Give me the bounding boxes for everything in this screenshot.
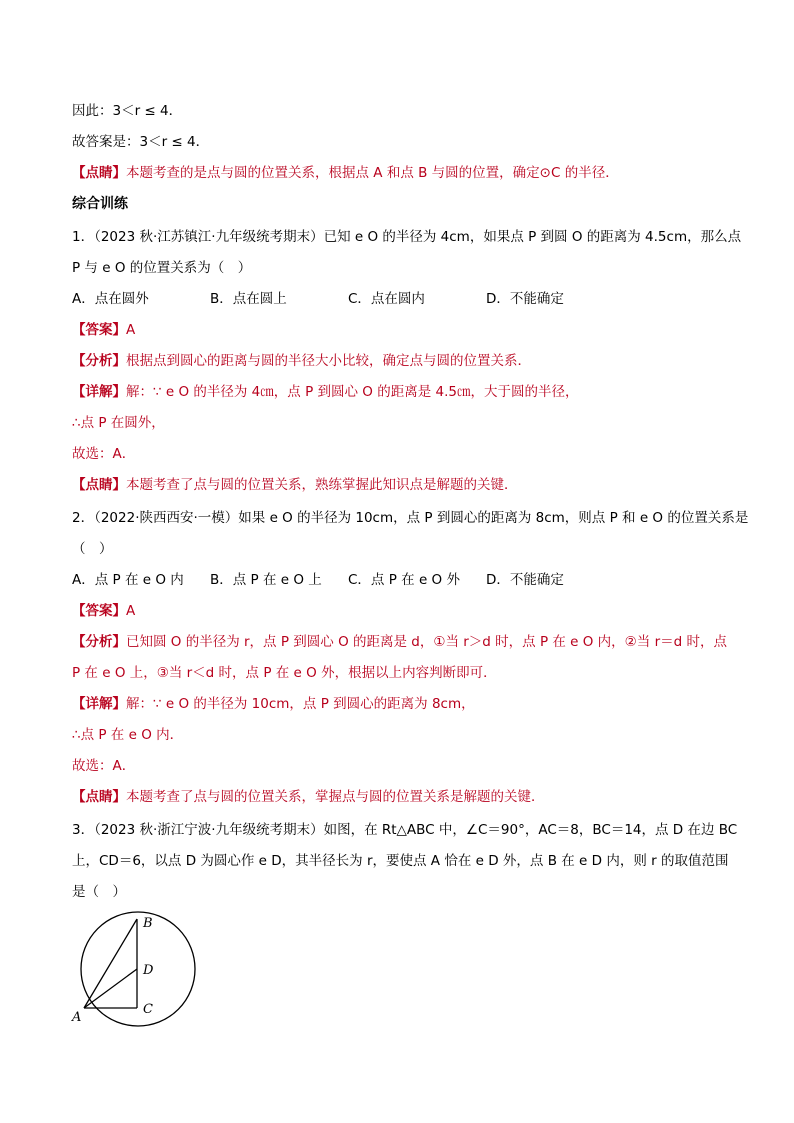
q2-stem-line1: 2．（2022·陕西西安·一模）如果 e O 的半径为 10cm，点 P 到圆心的距离为 8cm，则点 P 和 e O 的位置关系是	[72, 510, 749, 526]
q2-detail	[72, 694, 475, 714]
q3-stem-line2: 上，CD＝6，以点 D 为圆心作 e D，其半径长为 r，要使点 A 恰在 e D 外，点 B 在 e D 内，则 r 的取值范围	[72, 853, 729, 869]
q3-stem-line1: 3．（2023 秋·浙江宁波·九年级统考期末）如图，在 Rt△ABC 中，∠C＝90°，AC＝8，BC＝14，点 D 在边 BC	[72, 822, 738, 838]
q2-summary-text: 本题考查了点与圆的位置关系，掌握点与圆的位置关系是解题的关键．	[126, 789, 545, 805]
q2-analysis-tag: 【分析】	[72, 634, 126, 650]
summary-tag: 【点睛】	[72, 165, 126, 181]
q2-analysis-text: 已知圆 O 的半径为 r，点 P 到圆心 O 的距离是 d，①当 r＞d 时，点 P 在 e O 内，②当 r＝d 时，点	[126, 634, 727, 650]
q1-detail	[72, 382, 578, 402]
q2-detail-tag: 【详解】	[72, 696, 126, 712]
q1-analysis	[72, 351, 531, 371]
q2-choose: 故选：A．	[72, 758, 136, 774]
q3-stem-line3: 是（ ）	[72, 884, 126, 900]
conclusion-line: 因此：3＜r ≤ 4．	[72, 103, 183, 119]
q2-summary-tag: 【点睛】	[72, 789, 126, 805]
q1-option-c: C．点在圆内	[348, 291, 425, 307]
circle-d	[81, 912, 195, 1026]
q3-figure	[60, 905, 200, 1035]
q1-answer	[72, 320, 135, 340]
q1-option-b: B．点在圆上	[210, 291, 287, 307]
label-a: A	[72, 1010, 82, 1025]
q1-summary	[72, 475, 518, 495]
q2-analysis	[72, 632, 727, 652]
q2-option-c: C．点 P 在 e O 外	[348, 572, 460, 588]
section-title: 综合训练	[72, 196, 128, 212]
q1-detail-2: ∴点 P 在圆外，	[72, 415, 165, 431]
summary-text: 本题考查的是点与圆的位置关系，根据点 A 和点 B 与圆的位置，确定⊙C 的半径．	[126, 165, 619, 181]
segment-ab	[84, 919, 137, 1008]
q1-stem-line1: 1．（2023 秋·江苏镇江·九年级统考期末）已知 e O 的半径为 4cm，如果点 P 到圆 O 的距离为 4.5cm，那么点	[72, 229, 742, 245]
q1-analysis-tag: 【分析】	[72, 353, 126, 369]
q1-answer-value: A	[126, 322, 136, 338]
q2-option-d: D．不能确定	[486, 572, 564, 588]
q2-analysis-2: P 在 e O 上，③当 r＜d 时，点 P 在 e O 外，根据以上内容判断即可．	[72, 665, 497, 681]
q1-summary-text: 本题考查了点与圆的位置关系，熟练掌握此知识点是解题的关键．	[126, 477, 518, 493]
q1-detail-tag: 【详解】	[72, 384, 126, 400]
q1-analysis-text: 根据点到圆心的距离与圆的半径大小比较，确定点与圆的位置关系．	[126, 353, 531, 369]
q2-detail-2: ∴点 P 在 e O 内．	[72, 727, 184, 743]
summary-line	[72, 163, 619, 183]
q1-option-a: A．点在圆外	[72, 291, 149, 307]
q1-choose: 故选：A．	[72, 446, 136, 462]
segment-ad	[84, 969, 137, 1008]
q2-option-b: B．点 P 在 e O 上	[210, 572, 322, 588]
label-c: C	[143, 1002, 153, 1017]
q1-option-d: D．不能确定	[486, 291, 564, 307]
q2-summary	[72, 787, 545, 807]
label-d: D	[143, 963, 154, 978]
q1-stem-line2: P 与 e O 的位置关系为（ ）	[72, 260, 252, 276]
q2-answer-tag: 【答案】	[72, 603, 126, 619]
label-b: B	[143, 916, 153, 931]
q2-option-a: A．点 P 在 e O 内	[72, 572, 184, 588]
q1-summary-tag: 【点睛】	[72, 477, 126, 493]
q2-detail-text: 解：∵ e O 的半径为 10cm，点 P 到圆心的距离为 8cm，	[126, 696, 475, 712]
answer-line: 故答案是：3＜r ≤ 4．	[72, 134, 210, 150]
q2-answer-value: A	[126, 603, 136, 619]
q2-stem-line2: （ ）	[72, 541, 113, 557]
q2-answer	[72, 601, 135, 621]
q1-answer-tag: 【答案】	[72, 322, 126, 338]
q1-detail-text: 解：∵ e O 的半径为 4㎝，点 P 到圆心 O 的距离是 4.5㎝，大于圆的半径，	[126, 384, 579, 400]
